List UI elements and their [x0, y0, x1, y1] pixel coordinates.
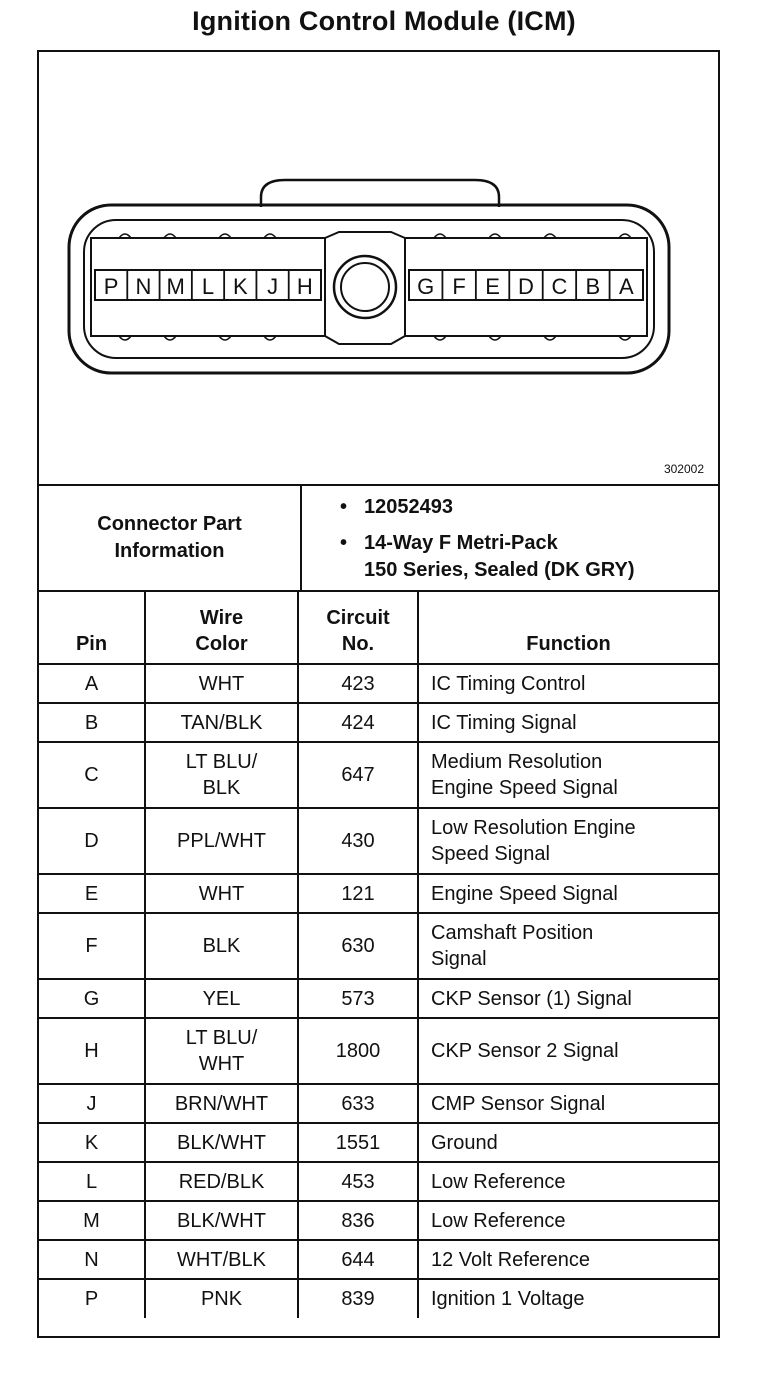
table-row [39, 1201, 718, 1240]
connector-info-label [39, 486, 302, 590]
circuit-cell: 453 [298, 1162, 418, 1201]
diagram-frame [37, 50, 720, 1338]
cavity-letter-N: N [135, 274, 152, 299]
pin-cell: J [39, 1084, 145, 1123]
cavity-letter-B: B [585, 274, 601, 299]
cavity-letters-right [417, 270, 634, 300]
page-title: Ignition Control Module (ICM) [192, 6, 576, 36]
function-cell: Low Reference [418, 1162, 718, 1201]
function-cell: Low Resolution Engine Speed Signal [418, 808, 718, 874]
pin-cell: B [39, 703, 145, 742]
table-row [39, 1018, 718, 1084]
circuit-cell: 836 [298, 1201, 418, 1240]
pin-cell: C [39, 742, 145, 808]
header-pin: Pin [39, 590, 145, 664]
figure-code: 302002 [663, 462, 704, 476]
cavity-letter-A: A [618, 274, 634, 299]
function-cell: Medium Resolution Engine Speed Signal [418, 742, 718, 808]
center-post-inner [341, 263, 389, 311]
function-cell: CMP Sensor Signal [418, 1084, 718, 1123]
wire-color-cell: WHT [145, 874, 298, 913]
pin-cell: G [39, 979, 145, 1018]
function-cell: IC Timing Control [418, 664, 718, 703]
connector-part-number: • 12052493 [302, 494, 718, 521]
connector-description: • 14-Way F Metri-Pack 150 Series, Sealed (DK GRY) [340, 532, 635, 581]
pin-cell: M [39, 1201, 145, 1240]
pin-cell: L [39, 1162, 145, 1201]
table-row [39, 703, 718, 742]
table-row [39, 913, 718, 979]
header-function: Function [418, 590, 718, 664]
wire-color-cell: TAN/BLK [145, 703, 298, 742]
table-row [39, 742, 718, 808]
circuit-cell: 430 [298, 808, 418, 874]
cavity-letter-P: P [103, 274, 119, 299]
pin-cell: A [39, 664, 145, 703]
wire-color-cell: LT BLU/ BLK [145, 742, 298, 808]
connector-face-drawing [39, 52, 718, 484]
function-cell: 12 Volt Reference [418, 1240, 718, 1279]
cavity-letter-M: M [166, 274, 185, 299]
pin-cell: N [39, 1240, 145, 1279]
wire-color-cell: BLK/WHT [145, 1201, 298, 1240]
function-cell: Ground [418, 1123, 718, 1162]
connector-part-information [39, 486, 718, 592]
wire-color-cell: WHT/BLK [145, 1240, 298, 1279]
table-row [39, 1162, 718, 1201]
table-row [39, 1240, 718, 1279]
circuit-cell: 121 [298, 874, 418, 913]
cavity-letter-C: C [551, 274, 568, 299]
circuit-cell: 1800 [298, 1018, 418, 1084]
cavity-letter-E: E [485, 274, 500, 299]
function-cell: CKP Sensor (1) Signal [418, 979, 718, 1018]
function-cell: IC Timing Signal [418, 703, 718, 742]
function-cell: Ignition 1 Voltage [418, 1279, 718, 1318]
function-cell: Engine Speed Signal [418, 874, 718, 913]
wire-color-cell: PPL/WHT [145, 808, 298, 874]
circuit-cell: 644 [298, 1240, 418, 1279]
bullet-icon: • [340, 496, 348, 518]
wire-color-cell: YEL [145, 979, 298, 1018]
bullet-icon: • [340, 532, 348, 554]
wire-color-cell: WHT [145, 664, 298, 703]
header-circuit-no: Circuit No. [298, 590, 418, 664]
table-row [39, 664, 718, 703]
connector-info-label-line2: Information [114, 540, 225, 562]
circuit-cell: 633 [298, 1084, 418, 1123]
cavity-letter-F: F [452, 274, 466, 299]
pin-cell: P [39, 1279, 145, 1318]
connector-info-label-line1: Connector Part [97, 513, 242, 535]
cavity-letter-L: L [201, 274, 215, 299]
table-row [39, 979, 718, 1018]
table-row [39, 808, 718, 874]
circuit-cell: 839 [298, 1279, 418, 1318]
pin-cell: K [39, 1123, 145, 1162]
pin-cell: D [39, 808, 145, 874]
wire-color-cell: BLK/WHT [145, 1123, 298, 1162]
cavity-letter-H: H [296, 274, 313, 299]
connector-diagram [39, 52, 718, 486]
function-cell: Low Reference [418, 1201, 718, 1240]
center-post-housing [325, 232, 405, 344]
table-header-row [39, 590, 718, 664]
cavity-letter-G: G [417, 274, 435, 299]
cavity-letters-left [104, 270, 313, 300]
circuit-cell: 1551 [298, 1123, 418, 1162]
wire-color-cell: BRN/WHT [145, 1084, 298, 1123]
center-post-outer [334, 256, 396, 318]
header-wire-color: Wire Color [145, 590, 298, 664]
cavity-letter-D: D [518, 274, 534, 299]
circuit-cell: 423 [298, 664, 418, 703]
circuit-cell: 647 [298, 742, 418, 808]
table-row [39, 1279, 718, 1318]
circuit-cell: 630 [298, 913, 418, 979]
wire-color-cell: PNK [145, 1279, 298, 1318]
table-row [39, 1084, 718, 1123]
pinout-table [39, 590, 718, 1318]
pin-cell: F [39, 913, 145, 979]
pin-cell: E [39, 874, 145, 913]
circuit-cell: 424 [298, 703, 418, 742]
function-cell: CKP Sensor 2 Signal [418, 1018, 718, 1084]
cavity-letter-J: J [267, 274, 279, 299]
wire-color-cell: BLK [145, 913, 298, 979]
circuit-cell: 573 [298, 979, 418, 1018]
wire-color-cell: LT BLU/ WHT [145, 1018, 298, 1084]
function-cell: Camshaft Position Signal [418, 913, 718, 979]
table-row [39, 1123, 718, 1162]
pin-cell: H [39, 1018, 145, 1084]
table-row [39, 874, 718, 913]
cavity-letter-K: K [232, 274, 248, 299]
connector-latch-tab [261, 180, 499, 207]
connector-info-list [302, 494, 718, 584]
wire-color-cell: RED/BLK [145, 1162, 298, 1201]
